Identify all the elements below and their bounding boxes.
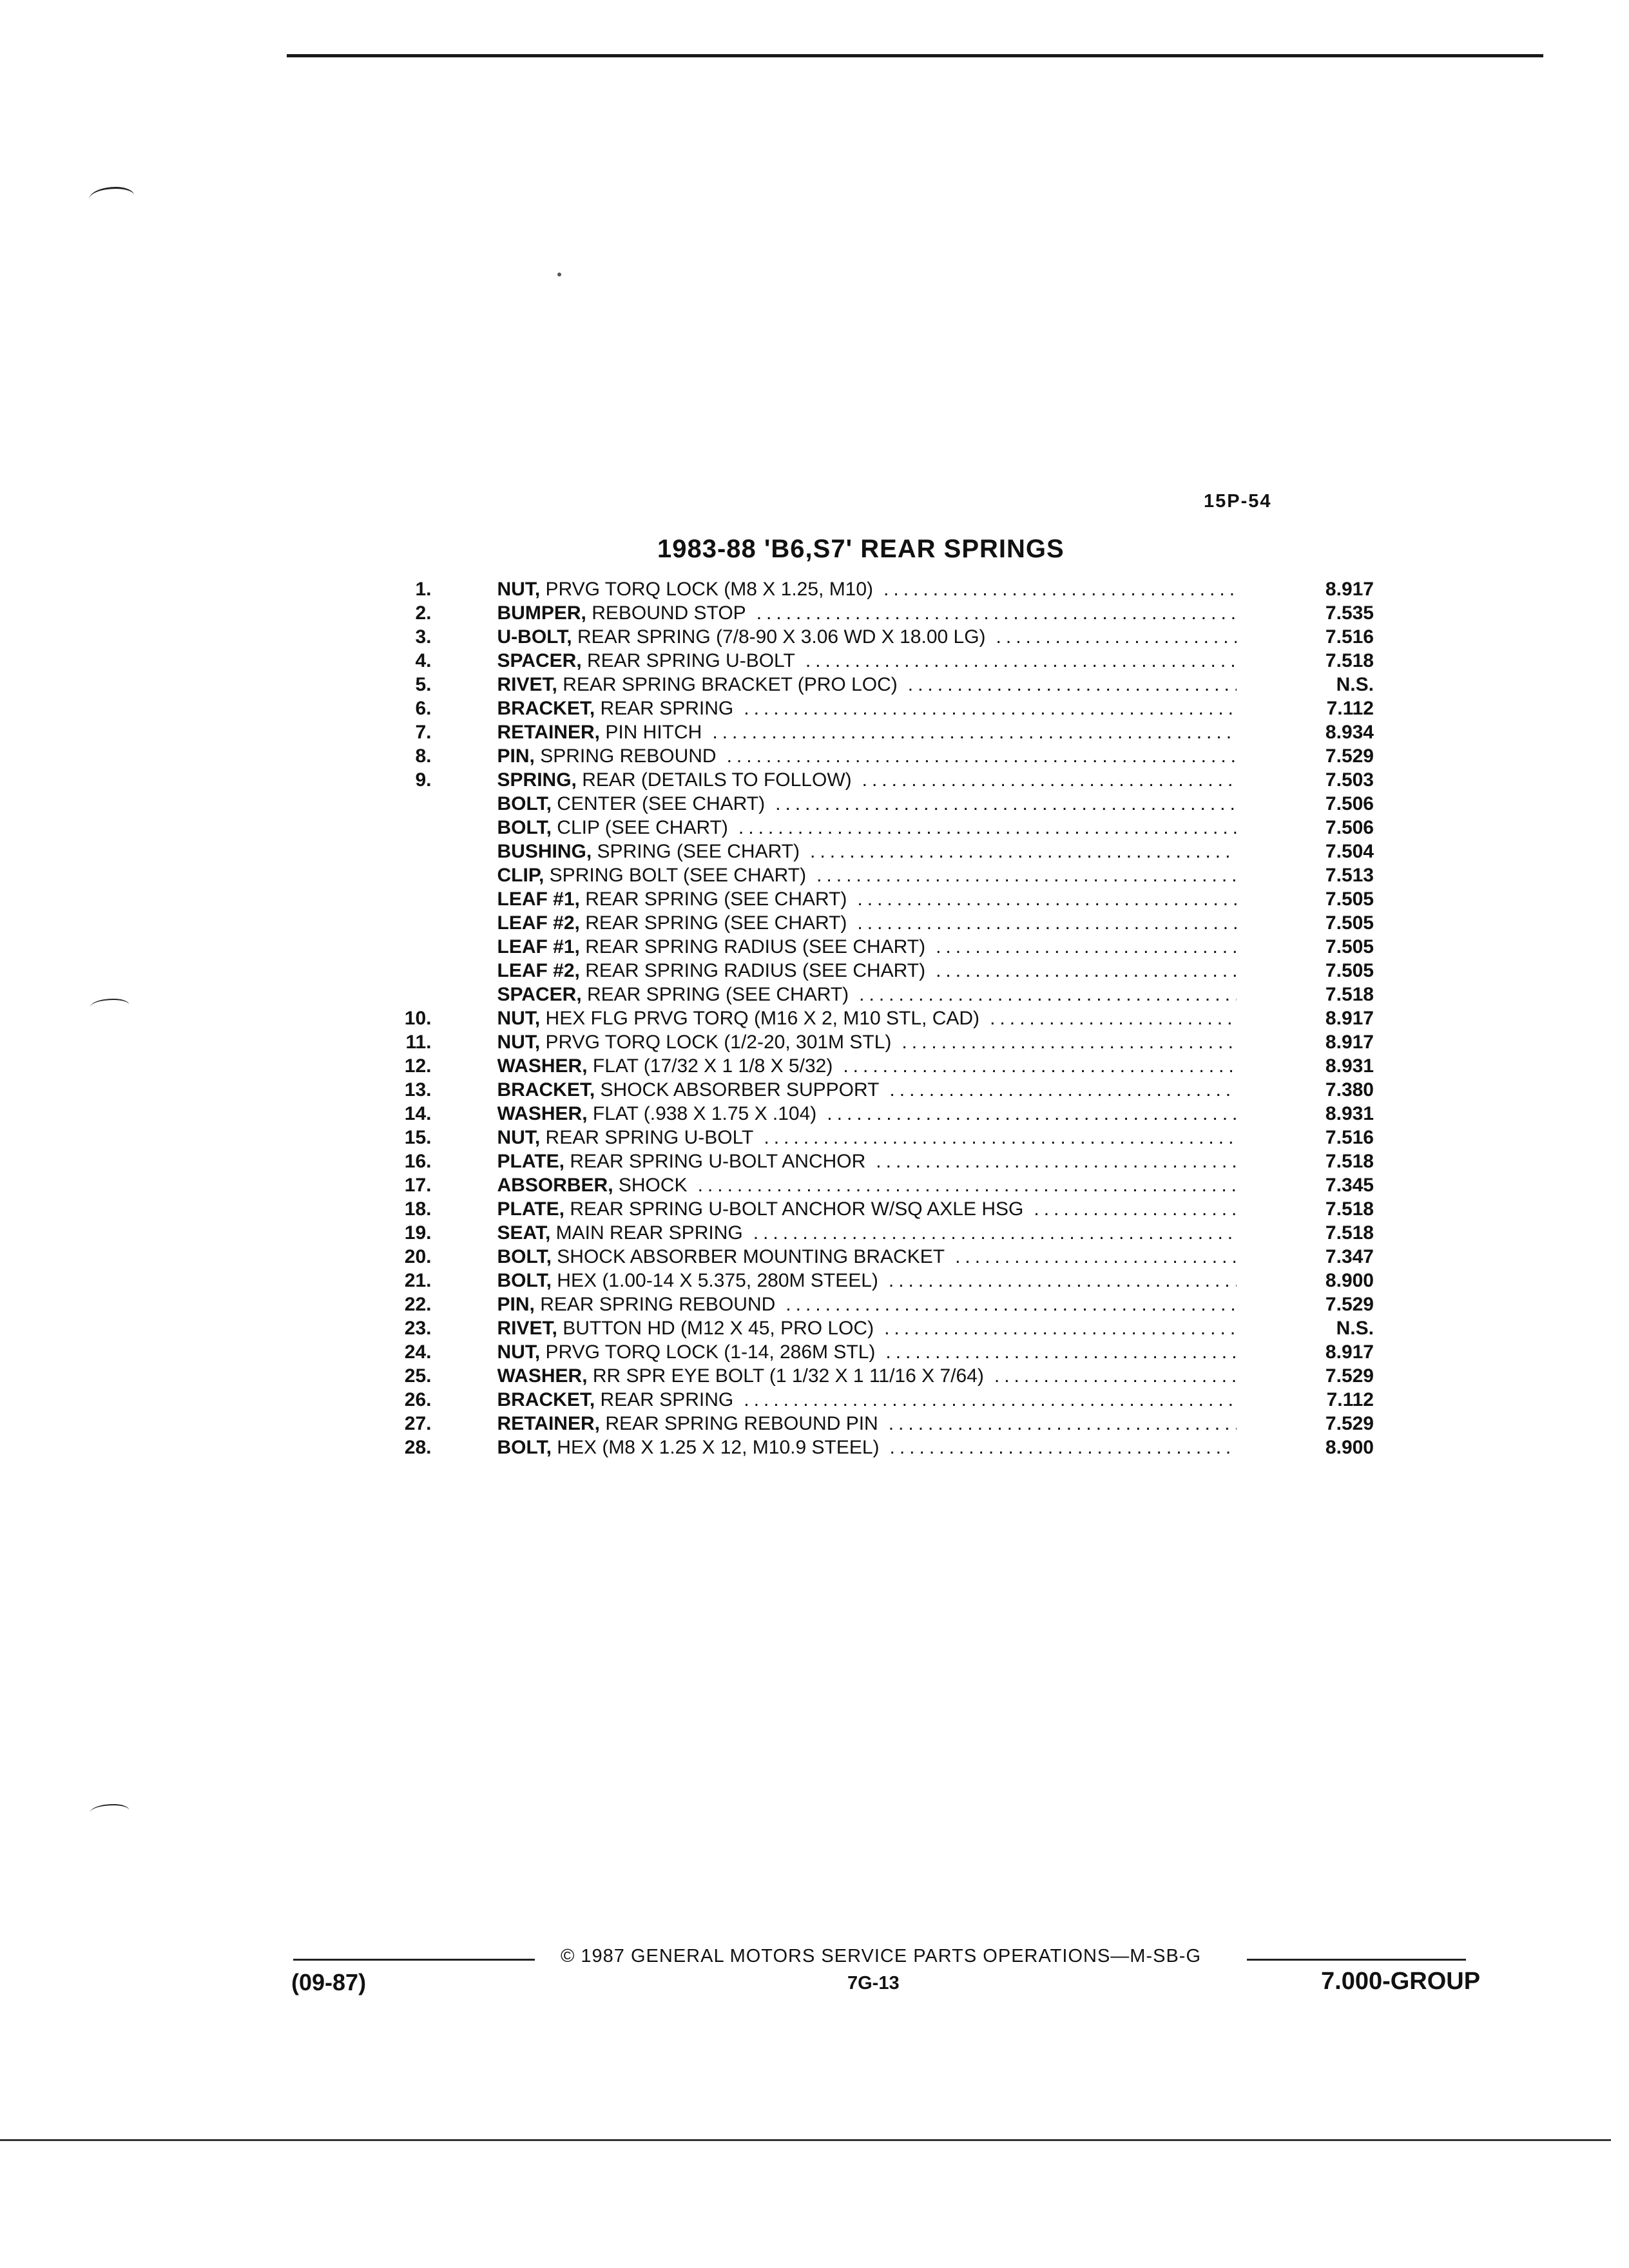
- part-name: NUT,: [497, 1127, 541, 1148]
- group-number: 7.535: [1325, 602, 1374, 624]
- dot-leader: [990, 1008, 1237, 1030]
- part-name: NUT,: [497, 1032, 541, 1053]
- part-name: LEAF #1,: [497, 936, 580, 957]
- part-number: 16.: [404, 1151, 432, 1172]
- part-number: 17.: [404, 1175, 432, 1196]
- part-description: [497, 1294, 1246, 1316]
- part-name: BRACKET,: [497, 1079, 595, 1100]
- scan-mark: [90, 999, 129, 1013]
- part-description: [497, 1198, 1246, 1220]
- group-number: 8.931: [1325, 1055, 1374, 1077]
- part-detail: REAR SPRING REBOUND PIN: [605, 1413, 878, 1434]
- part-description: [497, 984, 1246, 1006]
- group-number: 7.506: [1325, 793, 1374, 814]
- part-row: [387, 769, 1405, 793]
- part-description: [497, 1151, 1246, 1173]
- part-name: ABSORBER,: [497, 1175, 613, 1196]
- part-row: [387, 1270, 1405, 1294]
- dot-leader: [994, 1365, 1237, 1387]
- part-description: [497, 1055, 1246, 1077]
- part-detail: BUTTON HD (M12 X 45, PRO LOC): [563, 1318, 874, 1339]
- scan-mark: [90, 1804, 129, 1818]
- dot-leader: [889, 1079, 1237, 1101]
- part-name: RETAINER,: [497, 1413, 600, 1434]
- part-number: 14.: [404, 1103, 432, 1124]
- part-name: PLATE,: [497, 1151, 564, 1172]
- part-name: BOLT,: [497, 793, 552, 814]
- part-name: SPACER,: [497, 650, 582, 671]
- part-description: [497, 1389, 1246, 1411]
- part-name: WASHER,: [497, 1055, 588, 1077]
- part-row: [387, 1413, 1405, 1437]
- part-name: RIVET,: [497, 674, 557, 695]
- part-description: [497, 650, 1246, 672]
- part-row: [387, 984, 1405, 1008]
- part-row: [387, 650, 1405, 674]
- part-name: SPACER,: [497, 984, 582, 1005]
- part-detail: REAR SPRING U-BOLT ANCHOR: [570, 1151, 866, 1172]
- bottom-rule: [0, 2139, 1611, 2141]
- part-number: 28.: [404, 1437, 432, 1458]
- part-detail: REAR SPRING U-BOLT: [545, 1127, 754, 1148]
- part-row: [387, 889, 1405, 912]
- group-number: 7.112: [1326, 698, 1374, 719]
- dot-leader: [698, 1175, 1237, 1196]
- group-number: 7.516: [1325, 1127, 1374, 1148]
- part-name: WASHER,: [497, 1103, 588, 1124]
- part-name: LEAF #2,: [497, 912, 580, 934]
- part-name: U-BOLT,: [497, 626, 572, 648]
- part-number: 23.: [404, 1318, 432, 1339]
- dot-leader: [996, 626, 1237, 648]
- group-number: 8.931: [1325, 1103, 1374, 1124]
- dot-leader: [857, 912, 1237, 934]
- part-detail: FLAT (.938 X 1.75 X .104): [592, 1103, 817, 1124]
- dot-leader: [890, 1437, 1237, 1459]
- group-number: 7.506: [1325, 817, 1374, 838]
- part-name: NUT,: [497, 1008, 541, 1029]
- part-description: [497, 1246, 1246, 1268]
- part-number: 6.: [415, 698, 432, 719]
- part-description: [497, 698, 1246, 720]
- group-number: 7.505: [1325, 936, 1374, 957]
- part-row: [387, 936, 1405, 960]
- part-name: SEAT,: [497, 1222, 551, 1244]
- part-description: [497, 1270, 1246, 1292]
- part-number: 24.: [404, 1341, 432, 1363]
- part-number: 15.: [404, 1127, 432, 1148]
- part-detail: CENTER (SEE CHART): [557, 793, 766, 814]
- part-row: [387, 626, 1405, 650]
- part-row: [387, 1318, 1405, 1341]
- part-name: BUMPER,: [497, 602, 586, 624]
- part-number: 10.: [404, 1008, 432, 1029]
- part-number: 3.: [415, 626, 432, 648]
- part-detail: REAR SPRING (SEE CHART): [585, 912, 847, 934]
- group-number: 8.917: [1325, 1341, 1374, 1363]
- part-detail: PRVG TORQ LOCK (1/2-20, 301M STL): [545, 1032, 892, 1053]
- part-detail: SPRING (SEE CHART): [597, 841, 800, 862]
- part-detail: REAR SPRING (7/8-90 X 3.06 WD X 18.00 LG): [577, 626, 986, 648]
- part-row: [387, 579, 1405, 602]
- part-detail: REAR SPRING RADIUS (SEE CHART): [585, 936, 926, 957]
- part-row: [387, 1175, 1405, 1198]
- part-row: [387, 1341, 1405, 1365]
- part-row: [387, 698, 1405, 722]
- page-code: 15P-54: [1204, 491, 1272, 512]
- part-detail: MAIN REAR SPRING: [555, 1222, 743, 1244]
- part-row: [387, 1365, 1405, 1389]
- group-number: 7.112: [1326, 1389, 1374, 1410]
- part-detail: REAR SPRING U-BOLT ANCHOR W/SQ AXLE HSG: [570, 1198, 1024, 1220]
- part-detail: REAR SPRING (SEE CHART): [587, 984, 849, 1005]
- part-number: 2.: [415, 602, 432, 624]
- group-number: 7.345: [1325, 1175, 1374, 1196]
- part-row: [387, 1055, 1405, 1079]
- dot-leader: [764, 1127, 1237, 1149]
- part-detail: REAR SPRING BRACKET (PRO LOC): [563, 674, 898, 695]
- part-number: 13.: [404, 1079, 432, 1100]
- dot-leader: [889, 1413, 1237, 1435]
- date-code: (09-87): [291, 1969, 367, 1995]
- part-row: [387, 1079, 1405, 1103]
- part-detail: REBOUND STOP: [592, 602, 746, 624]
- part-name: BOLT,: [497, 1270, 552, 1291]
- part-row: [387, 602, 1405, 626]
- part-name: NUT,: [497, 1341, 541, 1363]
- dot-leader: [889, 1270, 1237, 1292]
- part-detail: REAR SPRING U-BOLT: [587, 650, 795, 671]
- group-number: 7.518: [1325, 1151, 1374, 1172]
- part-number: 21.: [404, 1270, 432, 1291]
- part-number: 9.: [415, 769, 432, 791]
- group-number: 7.518: [1325, 1222, 1374, 1244]
- footer-rule-left: [293, 1959, 535, 1961]
- dot-leader: [908, 674, 1237, 696]
- dot-leader: [936, 936, 1237, 958]
- part-detail: PIN HITCH: [605, 722, 702, 743]
- part-description: [497, 722, 1246, 744]
- part-detail: SPRING REBOUND: [540, 745, 717, 767]
- part-description: [497, 1127, 1246, 1149]
- part-description: [497, 769, 1246, 791]
- part-row: [387, 793, 1405, 817]
- dot-leader: [805, 650, 1237, 672]
- part-description: [497, 1222, 1246, 1244]
- part-description: [497, 1175, 1246, 1196]
- part-row: [387, 1389, 1405, 1413]
- dot-leader: [775, 793, 1237, 815]
- dot-leader: [827, 1103, 1237, 1125]
- part-number: 18.: [404, 1198, 432, 1220]
- group-number: 8.934: [1325, 722, 1374, 743]
- part-name: RETAINER,: [497, 722, 600, 743]
- dot-leader: [786, 1294, 1237, 1316]
- part-detail: CLIP (SEE CHART): [557, 817, 728, 838]
- dot-leader: [901, 1032, 1237, 1053]
- group-number: 8.917: [1325, 1032, 1374, 1053]
- part-row: [387, 1032, 1405, 1055]
- part-row: [387, 1103, 1405, 1127]
- part-name: BRACKET,: [497, 1389, 595, 1410]
- part-description: [497, 745, 1246, 767]
- part-description: [497, 1008, 1246, 1030]
- part-number: 22.: [404, 1294, 432, 1315]
- part-detail: FLAT (17/32 X 1 1/8 X 5/32): [592, 1055, 833, 1077]
- part-name: NUT,: [497, 579, 541, 600]
- part-detail: PRVG TORQ LOCK (M8 X 1.25, M10): [545, 579, 874, 600]
- part-description: [497, 793, 1246, 815]
- group-number: 8.900: [1325, 1270, 1374, 1291]
- part-name: PIN,: [497, 1294, 535, 1315]
- page-reference: 7G-13: [847, 1973, 900, 1994]
- group-number: 7.518: [1325, 1198, 1374, 1220]
- part-detail: SHOCK: [618, 1175, 688, 1196]
- part-name: BOLT,: [497, 1437, 552, 1458]
- part-description: [497, 889, 1246, 910]
- dot-leader: [727, 745, 1237, 767]
- group-number: 7.504: [1325, 841, 1374, 862]
- part-row: [387, 912, 1405, 936]
- part-name: SPRING,: [497, 769, 577, 791]
- part-row: [387, 841, 1405, 865]
- dot-leader: [810, 841, 1237, 863]
- group-number: N.S.: [1336, 674, 1374, 695]
- part-description: [497, 1437, 1246, 1459]
- part-detail: REAR SPRING REBOUND: [540, 1294, 776, 1315]
- group-number: 7.518: [1325, 984, 1374, 1005]
- page-title: 1983-88 'B6,S7' REAR SPRINGS: [657, 535, 1065, 563]
- part-description: [497, 865, 1246, 887]
- dot-leader: [757, 602, 1237, 624]
- part-row: [387, 745, 1405, 769]
- part-detail: REAR SPRING: [600, 698, 734, 719]
- part-name: CLIP,: [497, 865, 545, 886]
- part-description: [497, 1032, 1246, 1053]
- dot-leader: [744, 698, 1237, 720]
- part-number: 19.: [404, 1222, 432, 1244]
- part-detail: SHOCK ABSORBER MOUNTING BRACKET: [557, 1246, 945, 1267]
- part-name: BRACKET,: [497, 698, 595, 719]
- part-name: LEAF #1,: [497, 889, 580, 910]
- part-name: PIN,: [497, 745, 535, 767]
- dot-leader: [955, 1246, 1237, 1268]
- group-number: 7.529: [1325, 745, 1374, 767]
- part-row: [387, 1008, 1405, 1032]
- dot-leader: [744, 1389, 1237, 1411]
- part-name: PLATE,: [497, 1198, 564, 1220]
- dot-leader: [936, 960, 1237, 982]
- top-rule: [287, 54, 1543, 57]
- part-row: [387, 722, 1405, 745]
- part-detail: REAR (DETAILS TO FOLLOW): [582, 769, 852, 791]
- part-name: LEAF #2,: [497, 960, 580, 981]
- part-number: 4.: [415, 650, 432, 671]
- part-name: RIVET,: [497, 1318, 557, 1339]
- group-number: 8.917: [1325, 1008, 1374, 1029]
- part-detail: SHOCK ABSORBER SUPPORT: [600, 1079, 880, 1100]
- part-number: 27.: [404, 1413, 432, 1434]
- group-number: 7.380: [1325, 1079, 1374, 1100]
- dot-leader: [816, 865, 1237, 887]
- part-number: 20.: [404, 1246, 432, 1267]
- parts-list: [387, 579, 1405, 1461]
- part-row: [387, 1151, 1405, 1175]
- dot-leader: [862, 769, 1237, 791]
- part-row: [387, 1246, 1405, 1270]
- group-number: 7.505: [1325, 889, 1374, 910]
- dot-leader: [884, 1318, 1237, 1340]
- part-description: [497, 579, 1246, 601]
- part-detail: RR SPR EYE BOLT (1 1/32 X 1 11/16 X 7/64): [592, 1365, 984, 1387]
- part-number: 1.: [415, 579, 432, 600]
- part-number: 25.: [404, 1365, 432, 1387]
- part-row: [387, 1294, 1405, 1318]
- part-description: [497, 626, 1246, 648]
- part-row: [387, 674, 1405, 698]
- dot-leader: [738, 817, 1237, 839]
- part-detail: HEX (1.00-14 X 5.375, 280M STEEL): [557, 1270, 878, 1291]
- part-number: 26.: [404, 1389, 432, 1410]
- dot-leader: [857, 889, 1237, 910]
- group-number: 7.529: [1325, 1294, 1374, 1315]
- part-description: [497, 1103, 1246, 1125]
- part-row: [387, 865, 1405, 889]
- dot-leader: [883, 579, 1237, 601]
- part-description: [497, 674, 1246, 696]
- dot-leader: [843, 1055, 1237, 1077]
- part-description: [497, 912, 1246, 934]
- dot-leader: [859, 984, 1237, 1006]
- part-description: [497, 841, 1246, 863]
- group-code: 7.000-GROUP: [1321, 1968, 1481, 1995]
- group-number: 7.513: [1325, 865, 1374, 886]
- part-detail: REAR SPRING (SEE CHART): [585, 889, 847, 910]
- footer-rule-right: [1247, 1959, 1466, 1961]
- part-row: [387, 1222, 1405, 1246]
- group-number: 7.518: [1325, 650, 1374, 671]
- part-number: 11.: [405, 1032, 432, 1053]
- part-name: BUSHING,: [497, 841, 592, 862]
- part-description: [497, 1079, 1246, 1101]
- dot-leader: [885, 1341, 1237, 1363]
- part-detail: HEX (M8 X 1.25 X 12, M10.9 STEEL): [557, 1437, 880, 1458]
- dot-leader: [876, 1151, 1237, 1173]
- part-description: [497, 960, 1246, 982]
- part-row: [387, 817, 1405, 841]
- group-number: 7.505: [1325, 960, 1374, 981]
- part-row: [387, 1127, 1405, 1151]
- dot-leader: [712, 722, 1237, 744]
- part-description: [497, 1413, 1246, 1435]
- part-number: 8.: [415, 745, 432, 767]
- part-description: [497, 817, 1246, 839]
- part-description: [497, 1318, 1246, 1340]
- part-detail: SPRING BOLT (SEE CHART): [549, 865, 807, 886]
- part-number: 12.: [404, 1055, 432, 1077]
- group-number: 7.505: [1325, 912, 1374, 934]
- part-detail: PRVG TORQ LOCK (1-14, 286M STL): [545, 1341, 876, 1363]
- group-number: 7.529: [1325, 1413, 1374, 1434]
- part-name: BOLT,: [497, 1246, 552, 1267]
- part-name: BOLT,: [497, 817, 552, 838]
- group-number: 7.347: [1325, 1246, 1374, 1267]
- group-number: 8.917: [1325, 579, 1374, 600]
- part-number: 5.: [415, 674, 432, 695]
- part-row: [387, 1198, 1405, 1222]
- part-description: [497, 1365, 1246, 1387]
- part-detail: HEX FLG PRVG TORQ (M16 X 2, M10 STL, CAD): [545, 1008, 980, 1029]
- part-description: [497, 1341, 1246, 1363]
- group-number: 7.529: [1325, 1365, 1374, 1387]
- part-number: 7.: [415, 722, 432, 743]
- part-description: [497, 936, 1246, 958]
- part-detail: REAR SPRING RADIUS (SEE CHART): [585, 960, 926, 981]
- group-number: N.S.: [1336, 1318, 1374, 1339]
- dot-leader: [753, 1222, 1237, 1244]
- part-detail: REAR SPRING: [600, 1389, 734, 1410]
- group-number: 7.516: [1325, 626, 1374, 648]
- copyright-notice: © 1987 GENERAL MOTORS SERVICE PARTS OPERATIONS—M-SB-G: [561, 1946, 1201, 1966]
- group-number: 7.503: [1325, 769, 1374, 791]
- part-row: [387, 1437, 1405, 1461]
- part-name: WASHER,: [497, 1365, 588, 1387]
- part-row: [387, 960, 1405, 984]
- group-number: 8.900: [1325, 1437, 1374, 1458]
- scan-speck: [557, 273, 561, 276]
- part-description: [497, 602, 1246, 624]
- dot-leader: [1034, 1198, 1237, 1220]
- scan-mark: [89, 187, 134, 208]
